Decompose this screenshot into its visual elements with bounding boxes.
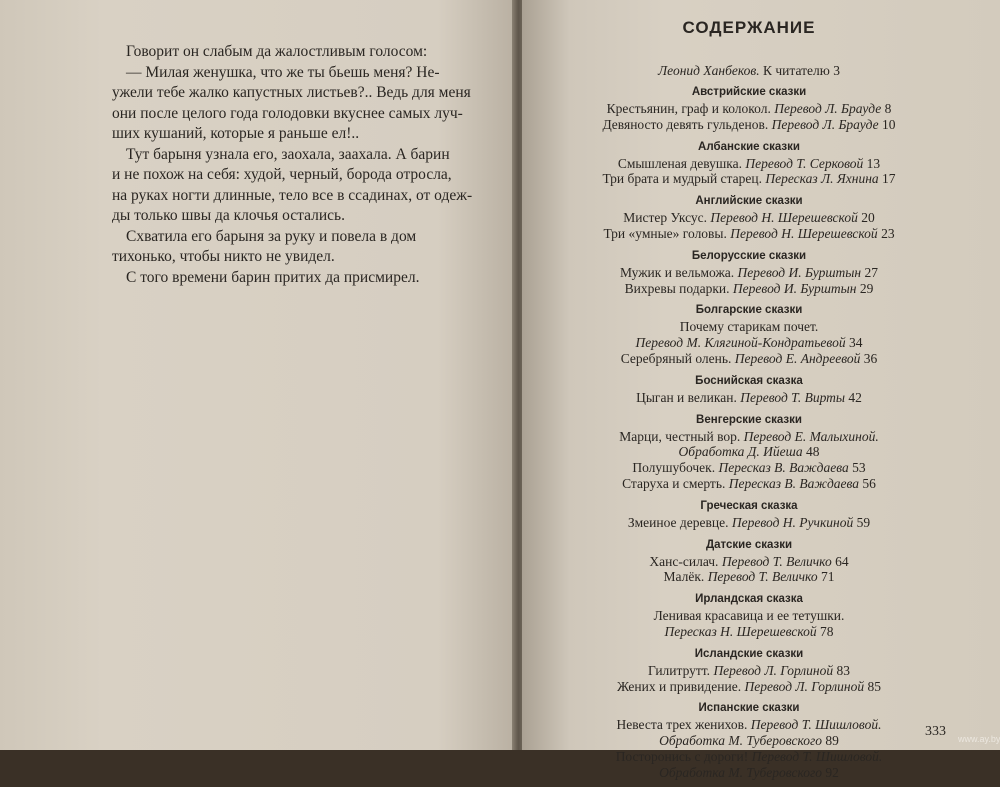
entry-title: Невеста трех женихов. <box>616 717 748 733</box>
entry-translator: Перевод Т. Шишловой. <box>750 717 882 733</box>
entry-title: Мужик и вельможа. <box>619 264 735 280</box>
toc-section <box>565 498 933 531</box>
section-heading: Болгарские сказки <box>695 304 803 317</box>
toc-entry <box>565 554 933 570</box>
entry-translator: Пересказ В. Важдаева <box>718 460 849 476</box>
left-page <box>0 0 515 750</box>
entry-title: Марци, честный вор. <box>619 428 741 444</box>
entry-page: 56 <box>862 475 876 491</box>
toc-section <box>565 139 933 188</box>
entry-title: Мистер Уксус. <box>623 210 708 226</box>
entry-translator: Перевод Н. Шерешевской <box>730 225 878 241</box>
toc-entry <box>565 265 933 281</box>
entry-translator: Перевод Е. Андреевой <box>734 350 861 366</box>
section-heading: Албанские сказки <box>698 140 800 153</box>
entry-page: 85 <box>867 678 881 694</box>
toc-entry <box>565 765 933 781</box>
entry-title: Вихревы подарки. <box>624 280 730 296</box>
toc-entry <box>565 569 933 585</box>
toc-entry <box>565 515 933 531</box>
entry-translator: Обработка М. Туберовского <box>659 733 823 749</box>
entry-translator: Перевод Л. Горлиной <box>744 678 865 694</box>
entry-page: 27 <box>864 264 878 280</box>
entry-translator: Перевод Т. Шишловой. <box>751 748 883 764</box>
entry-translator: Перевод И. Бурштын <box>737 264 862 280</box>
entry-page: 20 <box>861 210 875 226</box>
entry-page: 53 <box>852 460 866 476</box>
toc-entry <box>565 335 933 351</box>
entry-title: Малёк. <box>663 569 705 585</box>
toc-title: СОДЕРЖАНИЕ <box>682 18 816 37</box>
entry-page: 10 <box>882 116 896 132</box>
section-heading: Белорусские сказки <box>691 249 807 262</box>
toc-entry <box>565 390 933 406</box>
entry-translator: Перевод И. Бурштын <box>732 280 857 296</box>
story-line: ших кушаний, которые я раньше ел!.. <box>112 125 360 142</box>
entry-page: 13 <box>866 155 881 171</box>
section-heading: Английские сказки <box>695 195 803 208</box>
entry-page: 36 <box>863 350 878 366</box>
toc-entry <box>565 226 933 242</box>
story-line: на руках ногти длинные, тело все в ссадинах, от одеж- <box>112 186 473 204</box>
entry-page: 34 <box>848 335 863 351</box>
intro-title: К читателю <box>763 63 830 78</box>
toc-intro <box>565 63 933 79</box>
toc-section <box>565 537 933 586</box>
entry-page: 29 <box>859 280 874 296</box>
toc-section <box>565 84 933 133</box>
toc-section <box>565 373 933 406</box>
section-heading: Датские сказки <box>705 538 793 551</box>
toc-entry <box>565 476 933 492</box>
toc-entry <box>565 679 933 695</box>
toc-entry <box>565 351 933 367</box>
entry-title: Три брата и мудрый старец. <box>602 171 762 187</box>
toc-entry <box>565 117 933 133</box>
entry-title: Три «умные» головы. <box>603 225 727 241</box>
story-line: Тут барыня узнала его, заохала, заахала. А барин <box>126 145 450 163</box>
toc-section <box>565 646 933 695</box>
entry-title: Полушубочек. <box>632 460 716 476</box>
entry-title: Ханс-силач. <box>649 553 719 569</box>
entry-title: Змеиное деревце. <box>627 514 729 530</box>
entry-page: 92 <box>825 764 839 780</box>
toc-section <box>565 193 933 242</box>
story-line: ды только швы да клочья остались. <box>112 207 345 224</box>
entry-title: Крестьянин, граф и колокол. <box>606 101 771 116</box>
story-line: они после целого года голодовки вкуснее самых луч- <box>112 104 463 122</box>
entry-translator: Перевод Т. Вирты <box>740 389 846 405</box>
entry-title: Жених и привидение. <box>617 678 742 694</box>
entry-page: 42 <box>848 389 862 405</box>
entry-translator: Перевод Т. Величко <box>707 569 818 585</box>
story-line: Схватила его барыня за руку и повела в дом <box>126 227 417 245</box>
entry-translator: Перевод Н. Ручкиной <box>731 514 854 530</box>
toc-section <box>565 591 933 640</box>
toc-entry <box>565 608 933 624</box>
entry-page: 89 <box>825 733 839 749</box>
entry-title: Посторонись с дороги! <box>615 748 749 764</box>
entry-page: 23 <box>881 225 895 241</box>
section-heading: Боснийская сказка <box>695 374 803 387</box>
toc-entry <box>565 171 933 187</box>
watermark: www.ay.by <box>958 734 1000 744</box>
entry-title: Серебряный олень. <box>620 350 732 366</box>
toc-entry <box>565 663 933 679</box>
entry-page: 8 <box>884 101 892 116</box>
story-line: — Милая женушка, что же ты бьешь меня? Не- <box>126 63 440 81</box>
toc-section <box>565 302 933 366</box>
toc-entry <box>565 624 933 640</box>
entry-page: 64 <box>835 553 849 569</box>
intro-page: 3 <box>833 63 840 78</box>
section-heading: Испанские сказки <box>698 702 800 715</box>
entry-page: 48 <box>805 444 820 460</box>
entry-title: Девяносто девять гульденов. <box>602 116 769 132</box>
section-heading: Греческая сказка <box>700 499 798 512</box>
intro-author: Леонид Ханбеков. <box>658 63 760 78</box>
entry-title: Старуха и смерть. <box>622 475 726 491</box>
table-of-contents <box>565 18 933 787</box>
entry-translator: Пересказ В. Важдаева <box>728 475 860 491</box>
entry-title: Цыган и великан. <box>636 389 737 405</box>
entry-translator: Перевод Л. Брауде <box>771 116 879 132</box>
section-heading: Ирландская сказка <box>695 593 803 606</box>
story-line: тихонько, чтобы никто не увидел. <box>112 248 335 265</box>
section-heading: Австрийские сказки <box>691 86 807 98</box>
section-heading: Венгерские сказки <box>696 413 802 426</box>
entry-title: Ленивая красавица и ее тетушки. <box>653 608 845 624</box>
toc-entry <box>565 460 933 476</box>
toc-entry <box>565 749 933 765</box>
entry-page: 71 <box>820 569 835 585</box>
entry-page: 78 <box>820 623 834 639</box>
toc-section <box>565 412 933 492</box>
toc-entry <box>565 210 933 226</box>
toc-entry <box>565 733 933 749</box>
story-line: ужели тебе жалко капустных листьев?.. Ведь для меня <box>112 84 471 101</box>
entry-translator: Пересказ Л. Яхнина <box>765 171 879 187</box>
story-line: и не похож на себя: худой, черный, борода отросла, <box>112 166 452 183</box>
entry-translator: Перевод Е. Малыхиной. <box>743 428 879 444</box>
story-line: Говорит он слабым да жалостливым голосом: <box>126 43 428 60</box>
entry-page: 59 <box>856 514 871 530</box>
entry-translator: Перевод М. Клягиной-Кондратьевой <box>635 335 846 351</box>
section-heading: Исландские сказки <box>694 647 804 660</box>
entry-translator: Перевод Н. Шерешевской <box>710 210 858 226</box>
story-text <box>112 42 484 288</box>
toc-entry <box>565 156 933 172</box>
page-number: 333 <box>925 724 946 739</box>
entry-translator: Обработка Д. Ийеша <box>678 444 803 460</box>
toc-entry <box>565 717 933 733</box>
toc-section <box>565 248 933 297</box>
story-line: С того времени барин притих да присмирел. <box>126 268 420 286</box>
toc-entry <box>565 429 933 445</box>
entry-translator: Перевод Т. Серковой <box>745 155 864 171</box>
toc-entry <box>565 444 933 460</box>
entry-title: Гилитрутт. <box>648 662 711 678</box>
entry-translator: Пересказ Н. Шерешевской <box>664 623 817 639</box>
entry-translator: Обработка М. Туберовского <box>659 764 823 780</box>
entry-translator: Перевод Л. Брауде <box>774 101 882 116</box>
toc-section <box>565 700 933 780</box>
entry-title: Почему старикам почет. <box>679 319 819 335</box>
entry-title: Смышленая девушка. <box>617 155 742 171</box>
entry-page: 83 <box>836 662 850 678</box>
toc-entry <box>565 101 933 117</box>
toc-entry <box>565 281 933 297</box>
entry-page: 17 <box>882 171 896 187</box>
toc-sections <box>565 84 933 781</box>
toc-entry <box>565 319 933 335</box>
entry-translator: Перевод Л. Горлиной <box>713 662 834 678</box>
entry-translator: Перевод Т. Величко <box>721 553 832 569</box>
